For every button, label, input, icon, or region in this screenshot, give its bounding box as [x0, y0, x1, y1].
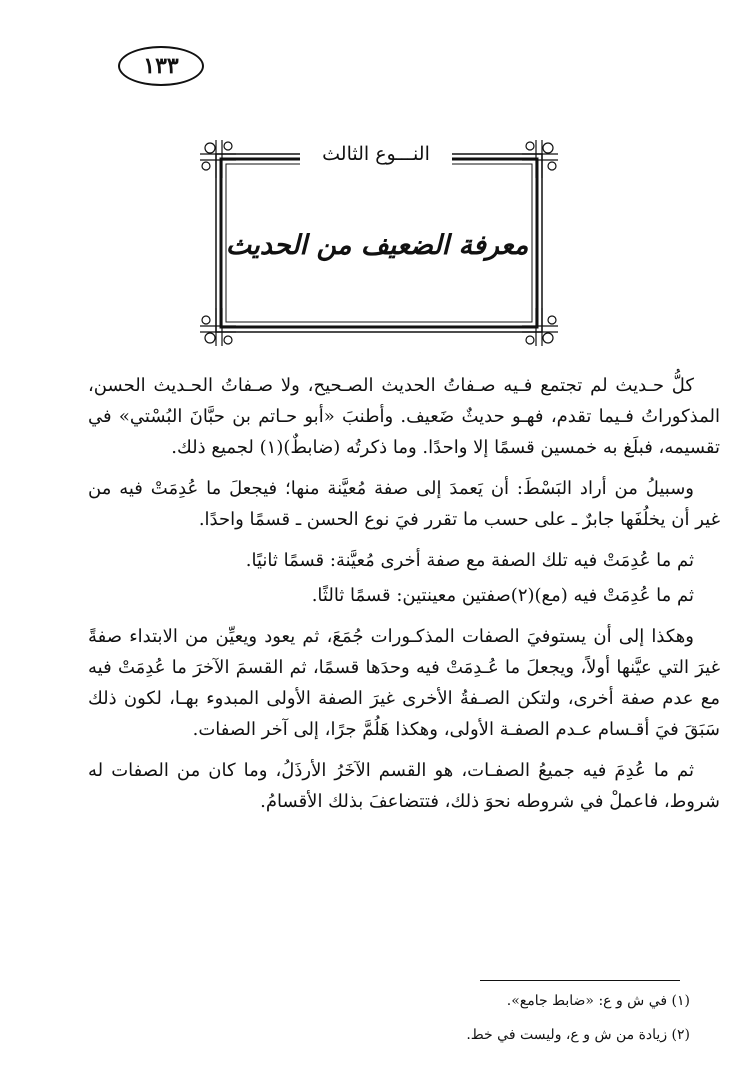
footnote: (١) في ش و ع: «ضابط جامع». [506, 993, 690, 1009]
paragraph: وسبيلُ من أراد البَسْطَ: أن يَعمدَ إلى صفة مُعيَّنة منها؛ فيجعلَ ما عُدِمَتْ فيه من غير أن يخلُفَها جابرٌ ـ على حسب ما تقرر فيَ نوع الحسن ـ قسمًا واحدًا. [88, 478, 720, 530]
paragraph: ثم ما عُدِمَتْ فيه (مع)(٢)صفتين معينتين: قسمًا ثالثًا. [311, 585, 694, 606]
paragraph: ثم ما عُدِمَ فيه جميعُ الصفـات، هو القسم الآخَرُ الأرذَلُ، وما كان من الصفات له شروط، فاعملْ في شروطه نحوَ ذلك، فتتضاعفَ بذلك الأقسامُ. [88, 760, 720, 812]
chapter-title: معرفة الضعيف من الحديث [225, 230, 529, 261]
footnotes [300, 992, 690, 1060]
body-text [88, 370, 720, 827]
chapter-label: النـــوع الثالث [300, 141, 452, 167]
page-number-text: ١٣٣ [143, 53, 179, 79]
paragraph: ثم ما عُدِمَتْ فيه تلك الصفة مع صفة أخرى مُعيَّنة: قسمًا ثانيًا. [245, 550, 694, 571]
paragraph: وهكذا إلى أن يستوفيَ الصفات المذكـورات جُمَعَ، ثم يعود ويعيِّن من الابتداء صفةً غيرَ التي عيَّنها أولاً، ويجعلَ ما عُـدِمَتْ فيه وحدَها قسمًا، ثم القسمَ الآخرَ ما عُدِمَتْ فيه مع عدم صفة أخرى، ولتكن الصـفةُ الأخرى غيرَ الصفة الأولى المبدوء بهـا، لكون ذلك سَبَقَ فيَ أقـسام عـدم الصفـة الأولى، وهكذا هَلُمَّ جرًا، إلى آخر الصفات. [88, 626, 720, 740]
footnote: (٢) زيادة من ش و ع، وليست في خط. [466, 1027, 690, 1043]
paragraph: كلُّ حـديث لم تجتمع فـيه صـفاتُ الحديث الصـحيح، ولا صـفاتُ الحـديث الحسن، المذكوراتُ فـيما تقدم، فهـو حديثٌ ضَعيف. وأطنبَ «أبو حـاتم بن حبَّانَ البُسْتي» في تقسيمه، فبلَغ به خمسين قسمًا إلا واحدًا. وما ذكرتُه (ضابطٌ)(١) لجميع ذلك. [88, 375, 720, 458]
page-number [118, 46, 204, 86]
footnote-separator [480, 980, 680, 981]
